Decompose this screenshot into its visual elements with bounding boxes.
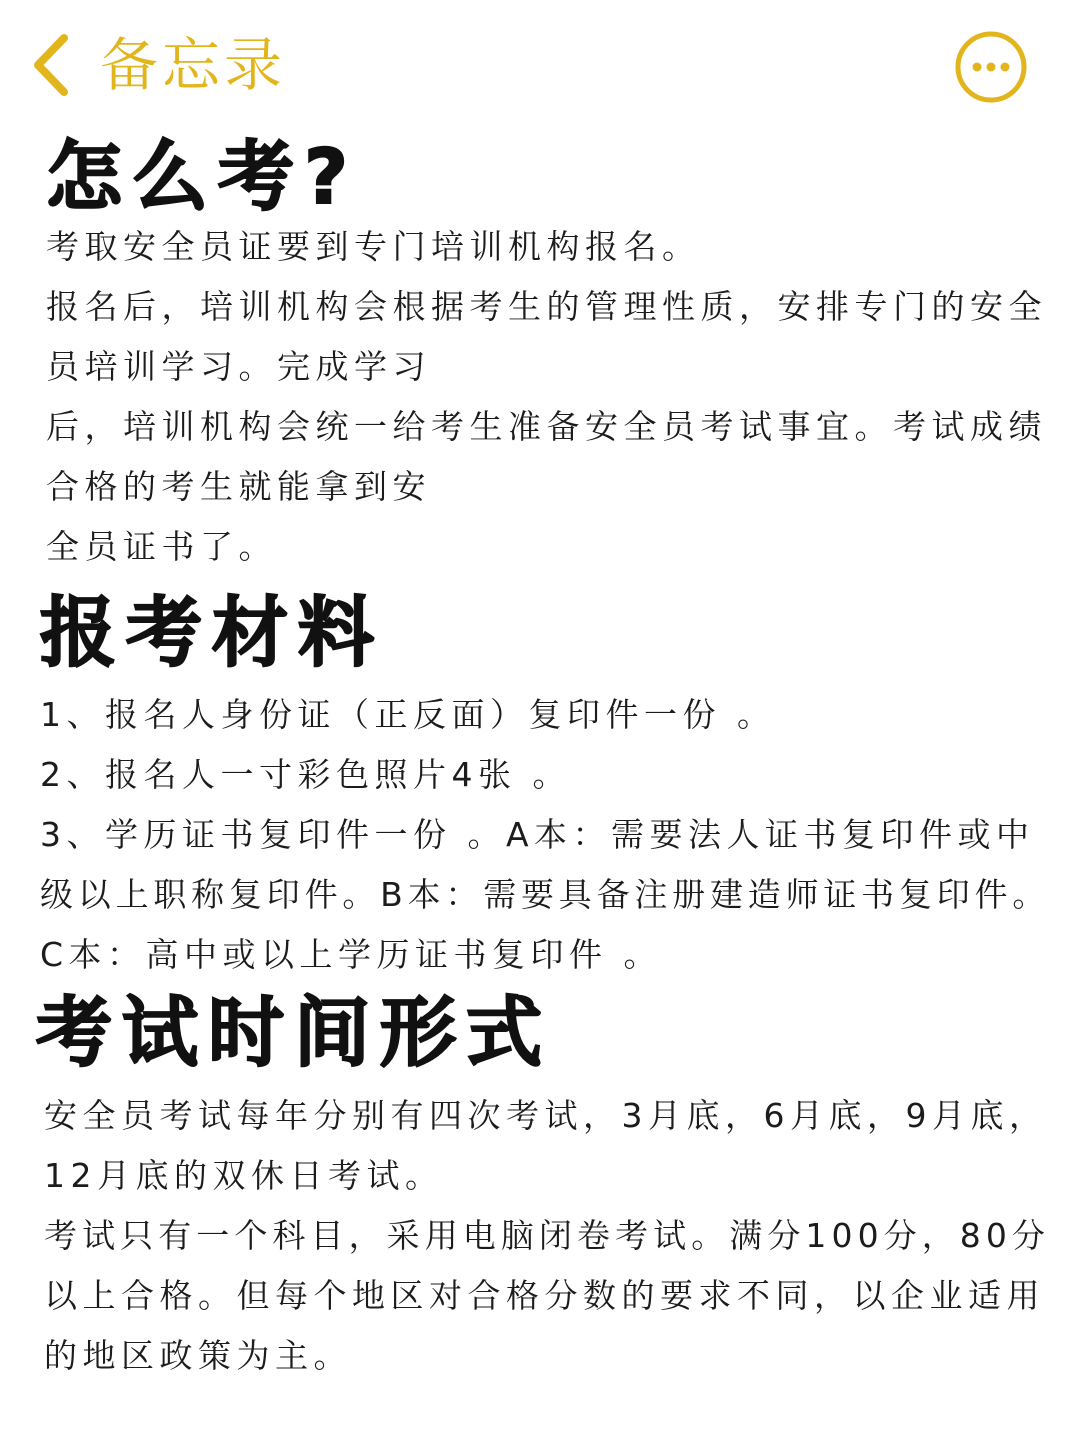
list-item-continued: 级以上职称复印件。B本：需要具备注册建造师证书复印件。: [40, 875, 1051, 914]
more-horizontal-icon: [954, 89, 1028, 108]
paragraph-line: 全员证书了。: [46, 527, 277, 566]
paragraph-line: 考取安全员证要到专门培训机构报名。: [46, 227, 701, 266]
back-label: 备忘录: [100, 31, 287, 99]
paragraph-line: 后，培训机构会统一给考生准备安全员考试事宜。考试成绩: [46, 407, 1047, 446]
paragraph-line: 12月底的双休日考试。: [44, 1156, 444, 1195]
paragraph-line: 安全员考试每年分别有四次考试，3月底，6月底，9月底，: [44, 1096, 1048, 1135]
paragraph-line: 合格的考生就能拿到安: [46, 467, 431, 506]
section-heading-materials: 报考材料: [40, 588, 384, 677]
list-item: 2、报名人一寸彩色照片4张 。: [40, 755, 571, 794]
section-heading-exam-schedule: 考试时间形式: [36, 988, 552, 1077]
section-heading-how-to-exam: 怎么考?: [46, 132, 359, 221]
list-item-continued: C本：高中或以上学历证书复印件 。: [40, 935, 663, 974]
paragraph-line: 报名后，培训机构会根据考生的管理性质，安排专门的安全: [46, 287, 1047, 326]
paragraph-line: 员培训学习。完成学习: [46, 347, 431, 386]
paragraph-line: 以上合格。但每个地区对合格分数的要求不同，以企业适用: [44, 1276, 1045, 1315]
paragraph-line: 的地区政策为主。: [44, 1336, 352, 1375]
list-item: 1、报名人身份证（正反面）复印件一份 。: [40, 695, 776, 734]
back-button[interactable]: [28, 30, 286, 100]
list-item: 3、学历证书复印件一份 。A本：需要法人证书复印件或中: [40, 815, 1035, 854]
more-button[interactable]: [954, 30, 1028, 104]
nav-bar: [0, 0, 1080, 130]
paragraph-line: 考试只有一个科目，采用电脑闭卷考试。满分100分，80分: [44, 1216, 1050, 1255]
chevron-left-icon: [28, 32, 72, 98]
